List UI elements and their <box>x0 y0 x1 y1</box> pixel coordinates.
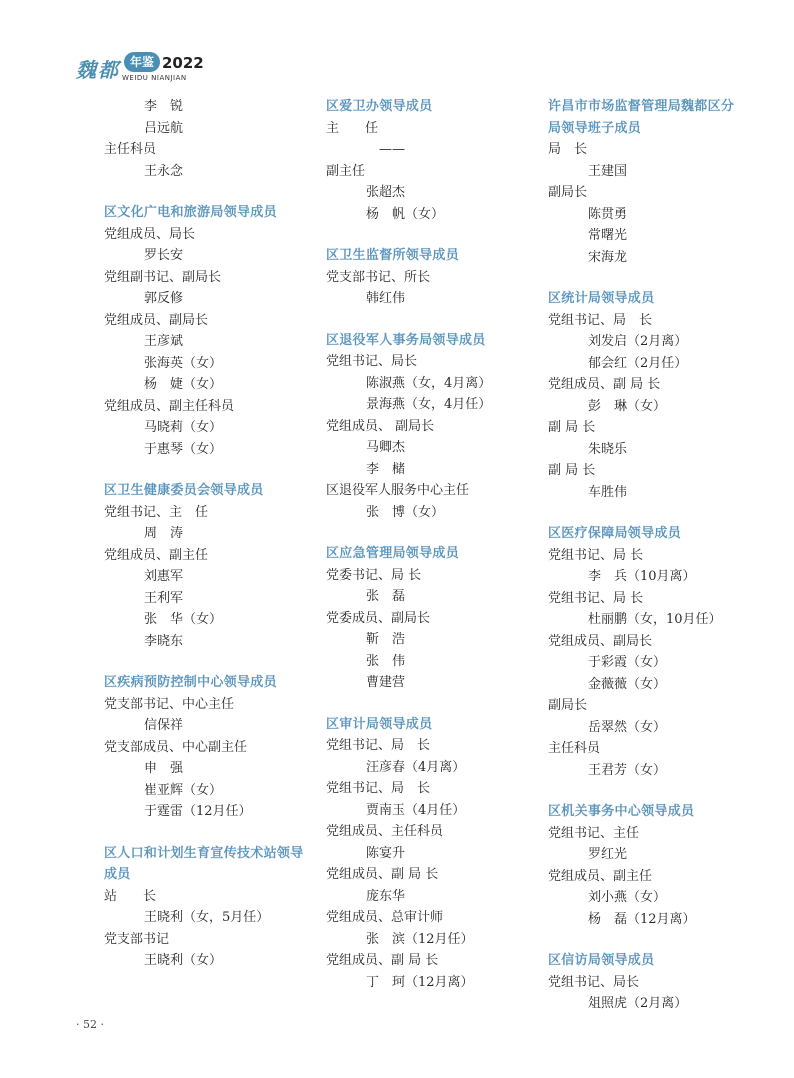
person-name: —— <box>366 142 406 157</box>
person-name: 杜丽鹏（女，10月任） <box>588 612 722 627</box>
person-name: 郭反修 <box>144 291 184 306</box>
leadership-section <box>76 96 306 182</box>
position-title: 党支部书记、中心主任 <box>104 696 235 712</box>
section-heading: 区卫生健康委员会领导成员 <box>104 483 264 498</box>
position-title: 副 局 长 <box>548 420 596 435</box>
page-number: · 52 · <box>76 1018 104 1031</box>
leadership-section <box>76 843 306 972</box>
position-title: 局 长 <box>548 142 588 157</box>
position-title: 党组成员、副主任科员 <box>104 398 235 414</box>
position-title: 党组成员、副局长 <box>104 312 209 328</box>
person-name: 王君芳（女） <box>588 762 667 778</box>
person-name: 金薇薇（女） <box>588 676 667 692</box>
position-title: 党组成员、总审计师 <box>326 910 444 925</box>
position-title: 主 任 <box>326 120 379 136</box>
person-name: 李晓东 <box>144 633 184 649</box>
position-title: 党组书记、主任 <box>548 825 640 841</box>
position-title: 党委成员、副局长 <box>326 610 431 626</box>
section-heading: 许昌市市场监督管理局魏都区分局领导班子成员 <box>548 99 735 136</box>
position-title: 党组成员、局长 <box>104 226 196 242</box>
position-title: 区退役军人服务中心主任 <box>326 483 470 498</box>
position-title: 党组成员、副 局 长 <box>326 953 439 968</box>
position-title: 党支部书记 <box>104 931 170 947</box>
section-heading: 区机关事务中心领导成员 <box>548 804 695 819</box>
column-3 <box>520 96 745 1035</box>
person-name: 张超杰 <box>366 185 406 200</box>
person-name: 周 涛 <box>144 526 184 541</box>
position-title: 主任科员 <box>548 741 601 756</box>
person-name: 宋海龙 <box>588 249 628 265</box>
section-heading: 区人口和计划生育宣传技术站领导成员 <box>104 845 304 882</box>
section-heading: 区爱卫办领导成员 <box>326 99 433 114</box>
person-name: 庞东华 <box>366 888 406 904</box>
person-name: 靳 浩 <box>366 632 406 647</box>
position-title: 副局长 <box>548 698 588 713</box>
leadership-section <box>520 288 745 503</box>
person-name: 刘发启（2月离） <box>588 334 688 349</box>
person-name: 彭 琳（女） <box>588 398 667 414</box>
person-name: 于惠琴（女） <box>144 441 223 457</box>
section-heading: 区信访局领导成员 <box>548 953 655 968</box>
person-name: 马晓莉（女） <box>144 420 223 435</box>
section-heading: 区审计局领导成员 <box>326 716 433 732</box>
position-title: 党支部成员、中心副主任 <box>104 739 248 755</box>
person-name: 王永念 <box>144 163 184 179</box>
section-heading: 区卫生监督所领导成员 <box>326 248 460 263</box>
position-title: 党组副书记、副局长 <box>104 269 222 285</box>
leadership-section <box>520 950 745 1015</box>
person-name: 郁会红（2月任） <box>588 355 688 371</box>
person-name: 王彦斌 <box>144 334 184 349</box>
position-title: 党委书记、局 长 <box>326 567 422 583</box>
position-title: 站 长 <box>104 888 157 904</box>
person-name: 王利军 <box>144 590 184 606</box>
person-name: 张 伟 <box>366 653 406 669</box>
person-name: 张 滨（12月任） <box>366 931 474 947</box>
person-name: 崔亚辉（女） <box>144 782 223 798</box>
position-title: 党组书记、局 长 <box>548 312 653 328</box>
position-title: 党组成员、副主任 <box>548 868 653 884</box>
column-1 <box>76 96 306 992</box>
person-name: 陈贯勇 <box>588 206 628 222</box>
person-name: 张 华（女） <box>144 612 223 627</box>
person-name: 李 槠 <box>366 461 406 477</box>
person-name: 吕远航 <box>144 120 184 136</box>
person-name: 马卿杰 <box>366 440 406 455</box>
person-name: 俎照虎（2月离） <box>588 996 688 1011</box>
person-name: 汪彦春（4月离） <box>366 759 466 775</box>
person-name: 韩红伟 <box>366 291 406 306</box>
position-title: 党组成员、主任科员 <box>326 824 444 839</box>
person-name: 张 博（女） <box>366 504 445 520</box>
person-name: 罗红光 <box>588 847 628 862</box>
position-title: 党组成员、 副局长 <box>326 418 435 434</box>
leadership-section <box>520 801 745 930</box>
person-name: 陈淑燕（女，4月离） <box>366 375 492 391</box>
person-name: 杨 磊（12月离） <box>588 911 696 927</box>
leadership-section <box>520 523 745 781</box>
section-heading: 区退役军人事务局领导成员 <box>326 332 486 348</box>
person-name: 张海英（女） <box>144 355 223 371</box>
yearbook-logo-pinyin: WEIDU NIANJIAN <box>122 74 187 82</box>
position-title: 党组书记、局 长 <box>548 590 644 606</box>
position-title: 党组书记、局长 <box>548 974 640 990</box>
person-name: 李 锐 <box>144 99 184 114</box>
person-name: 陈宴升 <box>366 845 406 861</box>
person-name: 杨 婕（女） <box>144 377 223 392</box>
person-name: 贾南玉（4月任） <box>366 802 466 818</box>
position-title: 党组书记、局 长 <box>326 781 431 796</box>
position-title: 主任科员 <box>104 142 157 157</box>
position-title: 党组成员、副 局 长 <box>548 377 661 392</box>
person-name: 杨 帆（女） <box>366 206 445 222</box>
position-title: 副局长 <box>548 185 588 200</box>
person-name: 罗长安 <box>144 248 184 263</box>
yearbook-logo-title: 魏都 <box>76 58 120 82</box>
position-title: 党组成员、副局长 <box>548 633 653 649</box>
person-name: 张 磊 <box>366 589 406 604</box>
position-title: 党组书记、局长 <box>326 354 418 369</box>
section-heading: 区疾病预防控制中心领导成员 <box>104 675 277 690</box>
person-name: 李 兵（10月离） <box>588 569 696 584</box>
person-name: 于霆雷（12月任） <box>144 804 252 819</box>
yearbook-header <box>76 50 276 90</box>
position-title: 党组书记、局 长 <box>326 738 431 753</box>
section-heading: 区文化广电和旅游局领导成员 <box>104 205 277 220</box>
position-title: 党组书记、局 长 <box>548 547 644 563</box>
person-name: 车胜伟 <box>588 484 628 500</box>
yearbook-logo-seal: 年鉴 <box>124 52 160 72</box>
person-name: 岳翠然（女） <box>588 719 667 735</box>
position-title: 副 局 长 <box>548 463 596 478</box>
yearbook-year: 2022 <box>162 54 204 72</box>
leadership-section <box>76 202 306 460</box>
person-name: 丁 珂（12月离） <box>366 974 474 990</box>
section-heading: 区医疗保障局领导成员 <box>548 526 682 541</box>
leadership-section <box>76 672 306 823</box>
position-title: 党支部书记、所长 <box>326 269 431 285</box>
section-heading: 区统计局领导成员 <box>548 291 655 306</box>
person-name: 曹建营 <box>366 675 406 690</box>
leadership-section <box>76 480 306 652</box>
person-name: 景海燕（女，4月任） <box>366 397 492 412</box>
leadership-section <box>520 96 745 268</box>
position-title: 党组成员、副主任 <box>104 547 209 563</box>
position-title: 党组书记、主 任 <box>104 504 209 520</box>
person-name: 常曙光 <box>588 228 628 243</box>
person-name: 申 强 <box>144 761 184 776</box>
person-name: 刘惠军 <box>144 569 184 584</box>
person-name: 于彩霞（女） <box>588 655 667 670</box>
section-heading: 区应急管理局领导成员 <box>326 546 460 561</box>
position-title: 党组成员、副 局 长 <box>326 867 439 882</box>
person-name: 朱晓乐 <box>588 441 628 457</box>
person-name: 刘小燕（女） <box>588 890 667 905</box>
position-title: 副主任 <box>326 163 366 179</box>
person-name: 王晓利（女） <box>144 953 223 968</box>
person-name: 王建国 <box>588 163 628 179</box>
person-name: 信保祥 <box>144 718 184 733</box>
person-name: 王晓利（女，5月任） <box>144 910 270 925</box>
